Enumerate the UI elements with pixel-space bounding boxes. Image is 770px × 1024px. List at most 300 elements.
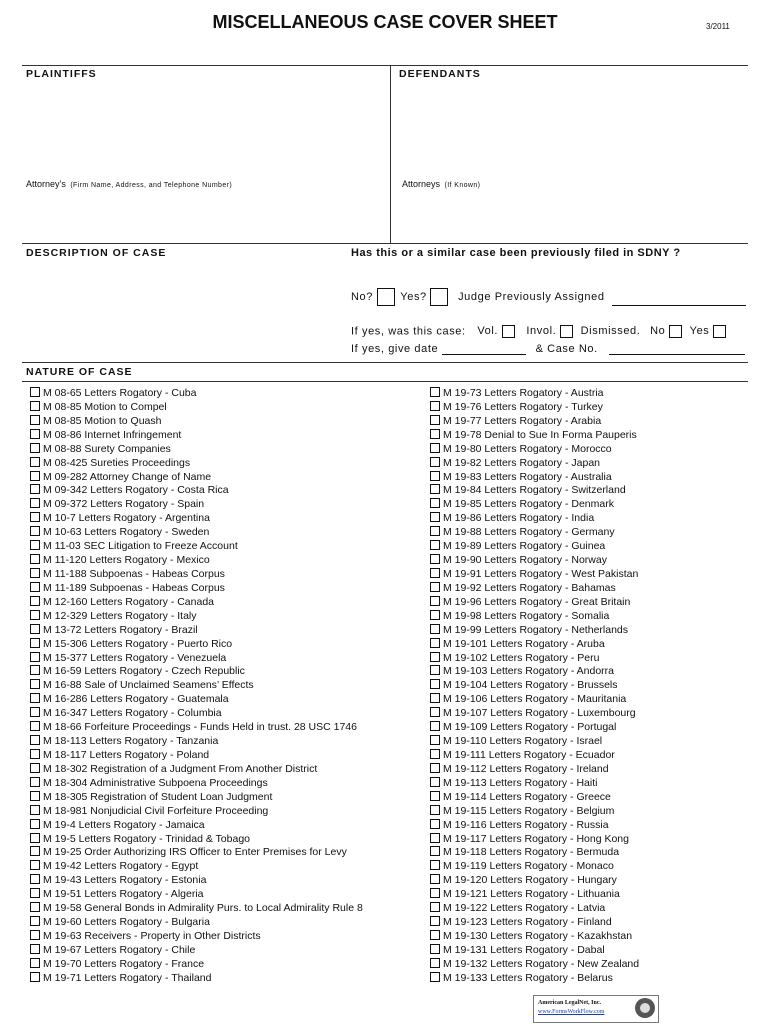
- case-type-checkbox[interactable]: [30, 930, 40, 940]
- judge-field[interactable]: [612, 291, 746, 306]
- case-type-checkbox[interactable]: [30, 484, 40, 494]
- defendants-field[interactable]: [394, 84, 746, 164]
- case-type-label: M 19-118 Letters Rogatory - Bermuda: [443, 846, 620, 859]
- case-type-item: [30, 693, 363, 707]
- case-type-checkbox[interactable]: [430, 638, 440, 648]
- case-type-label: M 12-329 Letters Rogatory - Italy: [43, 609, 197, 622]
- if-yes-case-label: If yes, was this case:: [351, 325, 466, 338]
- case-type-label: M 18-117 Letters Rogatory - Poland: [43, 748, 210, 761]
- case-type-label: M 08-86 Internet Infringement: [43, 428, 182, 441]
- vol-checkbox[interactable]: [502, 325, 515, 338]
- case-type-item: [430, 805, 639, 819]
- case-type-label: M 15-306 Letters Rogatory - Puerto Rico: [43, 637, 233, 650]
- dismissed-yes-checkbox[interactable]: [713, 325, 726, 338]
- case-type-item: [430, 763, 639, 777]
- defendant-attorney-field[interactable]: [394, 188, 746, 240]
- case-type-checkbox[interactable]: [430, 874, 440, 884]
- case-type-checkbox[interactable]: [430, 902, 440, 912]
- case-type-label: M 19-115 Letters Rogatory - Belgium: [443, 804, 615, 817]
- case-type-label: M 19-110 Letters Rogatory - Israel: [443, 735, 603, 748]
- case-type-label: M 19-122 Letters Rogatory - Latvia: [443, 902, 606, 915]
- case-type-checkbox[interactable]: [430, 693, 440, 703]
- case-type-checkbox[interactable]: [30, 777, 40, 787]
- case-type-label: M 08-65 Letters Rogatory - Cuba: [43, 387, 197, 399]
- case-type-label: M 19-58 General Bonds in Admirality Purs. to Local Admirality Rule 8: [43, 902, 363, 915]
- case-type-item: [30, 707, 363, 721]
- case-type-checkbox[interactable]: [30, 833, 40, 843]
- prior-case-date-row: [351, 342, 745, 355]
- case-type-item: [30, 902, 363, 916]
- case-type-item: [430, 484, 639, 498]
- case-type-item: [430, 930, 639, 944]
- case-type-item: [30, 610, 363, 624]
- case-type-label: M 11-188 Subpoenas - Habeas Corpus: [43, 567, 225, 580]
- case-type-label: M 18-981 Nonjudicial Civil Forfeiture Proceeding: [43, 804, 269, 817]
- case-type-checkbox[interactable]: [30, 443, 40, 453]
- case-type-item: [30, 652, 363, 666]
- case-type-item: [30, 387, 363, 401]
- case-type-item: [30, 972, 363, 986]
- nature-list-left: [30, 387, 363, 986]
- case-type-checkbox[interactable]: [430, 791, 440, 801]
- case-type-label: M 18-305 Registration of Student Loan Judgment: [43, 790, 273, 803]
- case-type-item: [30, 415, 363, 429]
- case-type-checkbox[interactable]: [430, 610, 440, 620]
- case-type-checkbox[interactable]: [30, 735, 40, 745]
- case-type-label: M 18-66 Forfeiture Proceedings - Funds Held in trust. 28 USC 1746: [43, 721, 357, 734]
- case-type-label: M 19-92 Letters Rogatory - Bahamas: [443, 581, 616, 594]
- case-type-item: [30, 916, 363, 930]
- case-type-label: M 19-113 Letters Rogatory - Haiti: [443, 776, 598, 789]
- case-type-label: M 10-63 Letters Rogatory - Sweden: [43, 526, 210, 539]
- case-type-checkbox[interactable]: [30, 415, 40, 425]
- case-type-checkbox[interactable]: [30, 568, 40, 578]
- case-type-label: M 19-111 Letters Rogatory - Ecuador: [443, 748, 615, 761]
- case-type-item: [30, 749, 363, 763]
- case-type-label: M 11-189 Subpoenas - Habeas Corpus: [43, 581, 225, 594]
- case-type-label: M 19-102 Letters Rogatory - Peru: [443, 651, 600, 664]
- case-type-checkbox[interactable]: [30, 665, 40, 675]
- case-type-label: M 19-60 Letters Rogatory - Bulgaria: [43, 916, 210, 929]
- case-type-item: [30, 638, 363, 652]
- case-type-checkbox[interactable]: [430, 429, 440, 439]
- case-type-item: [430, 610, 639, 624]
- divider-top: [22, 65, 748, 66]
- description-label: DESCRIPTION OF CASE: [26, 247, 167, 259]
- case-type-item: [30, 958, 363, 972]
- case-type-item: [430, 777, 639, 791]
- case-type-checkbox[interactable]: [430, 846, 440, 856]
- case-type-checkbox[interactable]: [430, 652, 440, 662]
- case-type-label: M 09-342 Letters Rogatory - Costa Rica: [43, 484, 229, 497]
- case-type-item: [430, 568, 639, 582]
- case-type-item: [30, 443, 363, 457]
- case-type-label: M 19-67 Letters Rogatory - Chile: [43, 943, 196, 956]
- case-type-checkbox[interactable]: [430, 916, 440, 926]
- case-type-label: M 19-119 Letters Rogatory - Monaco: [443, 860, 614, 873]
- case-type-item: [430, 819, 639, 833]
- plaintiffs-label: PLAINTIFFS: [26, 68, 97, 80]
- case-type-label: M 19-114 Letters Rogatory - Greece: [443, 790, 611, 803]
- case-type-label: M 16-286 Letters Rogatory - Guatemala: [43, 693, 229, 706]
- case-type-checkbox[interactable]: [430, 582, 440, 592]
- case-type-item: [430, 429, 639, 443]
- case-type-item: [430, 749, 639, 763]
- case-type-item: [30, 540, 363, 554]
- case-type-item: [430, 958, 639, 972]
- case-type-checkbox[interactable]: [30, 526, 40, 536]
- no-label: No?: [351, 290, 373, 303]
- case-type-checkbox[interactable]: [430, 972, 440, 982]
- case-type-label: M 19-77 Letters Rogatory - Arabia: [443, 414, 602, 427]
- case-type-item: [30, 498, 363, 512]
- case-type-item: [30, 624, 363, 638]
- case-type-checkbox[interactable]: [430, 833, 440, 843]
- case-type-label: M 19-70 Letters Rogatory - France: [43, 957, 205, 970]
- case-type-checkbox[interactable]: [430, 735, 440, 745]
- case-type-item: [430, 582, 639, 596]
- case-type-label: M 19-133 Letters Rogatory - Belarus: [443, 971, 613, 984]
- case-type-label: M 19-85 Letters Rogatory - Denmark: [443, 498, 614, 511]
- case-type-checkbox[interactable]: [430, 401, 440, 411]
- case-type-label: M 19-131 Letters Rogatory - Dabal: [443, 943, 605, 956]
- prior-date-field[interactable]: [442, 342, 526, 355]
- case-type-label: M 19-88 Letters Rogatory - Germany: [443, 526, 615, 539]
- case-type-checkbox[interactable]: [30, 721, 40, 731]
- case-type-item: [30, 777, 363, 791]
- yes-label: Yes?: [400, 290, 427, 303]
- case-type-item: [30, 484, 363, 498]
- case-type-checkbox[interactable]: [30, 972, 40, 982]
- case-type-item: [30, 874, 363, 888]
- case-type-item: [30, 791, 363, 805]
- case-type-label: M 19-107 Letters Rogatory - Luxembourg: [443, 707, 636, 720]
- case-type-label: M 18-304 Administrative Subpoena Proceedings: [43, 776, 268, 789]
- case-type-item: [430, 874, 639, 888]
- case-type-checkbox[interactable]: [30, 498, 40, 508]
- case-type-checkbox[interactable]: [30, 944, 40, 954]
- defendant-attorney-label: Attorneys: [402, 179, 441, 189]
- case-type-label: M 19-120 Letters Rogatory - Hungary: [443, 874, 617, 887]
- case-type-label: M 19-104 Letters Rogatory - Brussels: [443, 679, 618, 692]
- case-type-checkbox[interactable]: [430, 860, 440, 870]
- case-type-item: [30, 930, 363, 944]
- case-type-checkbox[interactable]: [430, 665, 440, 675]
- case-type-checkbox[interactable]: [30, 638, 40, 648]
- case-type-label: M 19-106 Letters Rogatory - Mauritania: [443, 693, 627, 706]
- case-type-checkbox[interactable]: [30, 554, 40, 564]
- case-type-checkbox[interactable]: [30, 902, 40, 912]
- case-type-checkbox[interactable]: [30, 791, 40, 801]
- defendant-attorney-hint: (If Known): [444, 182, 481, 189]
- case-type-item: [30, 888, 363, 902]
- case-type-item: [430, 638, 639, 652]
- case-type-label: M 18-113 Letters Rogatory - Tanzania: [43, 735, 219, 748]
- case-type-checkbox[interactable]: [430, 540, 440, 550]
- case-type-label: M 19-71 Letters Rogatory - Thailand: [43, 971, 212, 984]
- case-type-item: [430, 554, 639, 568]
- case-type-item: [30, 665, 363, 679]
- yes-checkbox[interactable]: [430, 288, 448, 306]
- prior-case-no-field[interactable]: [609, 342, 745, 355]
- case-type-label: M 19-112 Letters Rogatory - Ireland: [443, 762, 609, 775]
- case-type-checkbox[interactable]: [30, 805, 40, 815]
- case-type-label: M 11-03 SEC Litigation to Freeze Account: [43, 540, 238, 553]
- case-type-item: [30, 512, 363, 526]
- case-type-label: M 18-302 Registration of a Judgment From Another District: [43, 762, 318, 775]
- case-type-checkbox[interactable]: [430, 457, 440, 467]
- case-type-label: M 19-80 Letters Rogatory - Morocco: [443, 442, 612, 455]
- case-type-checkbox[interactable]: [30, 916, 40, 926]
- case-type-label: M 08-88 Surety Companies: [43, 442, 171, 455]
- case-type-checkbox[interactable]: [430, 484, 440, 494]
- case-type-label: M 13-72 Letters Rogatory - Brazil: [43, 623, 198, 636]
- no-checkbox[interactable]: [377, 288, 395, 306]
- case-type-item: [30, 805, 363, 819]
- case-type-label: M 19-89 Letters Rogatory - Guinea: [443, 540, 606, 553]
- case-type-label: M 19-51 Letters Rogatory - Algeria: [43, 888, 204, 901]
- case-type-label: M 19-123 Letters Rogatory - Finland: [443, 916, 612, 929]
- case-type-item: [30, 721, 363, 735]
- case-type-item: [30, 763, 363, 777]
- case-type-label: M 16-347 Letters Rogatory - Columbia: [43, 707, 222, 720]
- case-type-checkbox[interactable]: [30, 860, 40, 870]
- case-type-item: [430, 512, 639, 526]
- plaintiff-attorney-label: Attorney’s: [26, 179, 66, 189]
- case-type-checkbox[interactable]: [30, 610, 40, 620]
- case-type-checkbox[interactable]: [30, 624, 40, 634]
- case-type-checkbox[interactable]: [430, 930, 440, 940]
- judge-label: Judge Previously Assigned: [458, 290, 605, 303]
- case-type-label: M 10-7 Letters Rogatory - Argentina: [43, 512, 210, 525]
- case-type-item: [30, 819, 363, 833]
- case-type-item: [430, 693, 639, 707]
- revision-date: 3/2011: [706, 22, 730, 31]
- case-type-checkbox[interactable]: [30, 512, 40, 522]
- case-type-checkbox[interactable]: [30, 652, 40, 662]
- case-type-checkbox[interactable]: [430, 568, 440, 578]
- case-type-checkbox[interactable]: [30, 596, 40, 606]
- case-type-label: M 19-101 Letters Rogatory - Aruba: [443, 637, 605, 650]
- case-type-checkbox[interactable]: [430, 554, 440, 564]
- case-type-checkbox[interactable]: [30, 471, 40, 481]
- case-type-label: M 19-73 Letters Rogatory - Austria: [443, 387, 604, 399]
- case-type-label: M 19-98 Letters Rogatory - Somalia: [443, 609, 610, 622]
- case-type-checkbox[interactable]: [430, 777, 440, 787]
- case-type-item: [30, 860, 363, 874]
- description-field[interactable]: [24, 264, 342, 360]
- case-no-label: & Case No.: [535, 343, 598, 355]
- case-type-label: M 19-96 Letters Rogatory - Great Britain: [443, 595, 631, 608]
- case-type-label: M 19-83 Letters Rogatory - Australia: [443, 470, 612, 483]
- case-type-item: [30, 429, 363, 443]
- case-type-item: [430, 902, 639, 916]
- case-type-item: [30, 582, 363, 596]
- case-type-checkbox[interactable]: [30, 819, 40, 829]
- case-type-item: [30, 401, 363, 415]
- case-type-item: [430, 679, 639, 693]
- dismissed-no-label: No: [650, 325, 666, 338]
- case-type-label: M 16-88 Sale of Unclaimed Seamens’ Effects: [43, 679, 254, 692]
- invol-label: Invol.: [526, 325, 557, 338]
- case-type-item: [430, 735, 639, 749]
- case-type-item: [430, 540, 639, 554]
- case-type-item: [430, 916, 639, 930]
- case-type-item: [430, 652, 639, 666]
- case-type-checkbox[interactable]: [30, 387, 40, 397]
- case-type-item: [30, 833, 363, 847]
- divider-nature-bottom: [22, 381, 748, 382]
- case-type-checkbox[interactable]: [430, 805, 440, 815]
- dismissed-no-checkbox[interactable]: [669, 325, 682, 338]
- case-type-checkbox[interactable]: [30, 401, 40, 411]
- case-type-item: [430, 888, 639, 902]
- dismissed-label: Dismissed.: [580, 325, 641, 338]
- case-status-row: [351, 325, 726, 338]
- divider-parties: [390, 65, 391, 243]
- case-type-item: [430, 596, 639, 610]
- case-type-item: [30, 596, 363, 610]
- case-type-checkbox[interactable]: [430, 596, 440, 606]
- case-type-item: [430, 944, 639, 958]
- case-type-checkbox[interactable]: [30, 429, 40, 439]
- page-title: MISCELLANEOUS CASE COVER SHEET: [212, 12, 558, 32]
- case-type-checkbox[interactable]: [430, 526, 440, 536]
- case-type-label: M 19-90 Letters Rogatory - Norway: [443, 554, 607, 567]
- case-type-checkbox[interactable]: [430, 471, 440, 481]
- case-type-checkbox[interactable]: [430, 387, 440, 397]
- case-type-checkbox[interactable]: [430, 624, 440, 634]
- case-type-checkbox[interactable]: [430, 763, 440, 773]
- case-type-item: [430, 665, 639, 679]
- case-type-label: M 08-425 Sureties Proceedings: [43, 456, 191, 469]
- case-type-item: [30, 526, 363, 540]
- case-type-checkbox[interactable]: [430, 707, 440, 717]
- case-type-label: M 19-63 Receivers - Property in Other Districts: [43, 929, 261, 942]
- case-type-checkbox[interactable]: [30, 582, 40, 592]
- defendants-label: DEFENDANTS: [399, 68, 481, 80]
- case-type-checkbox[interactable]: [430, 888, 440, 898]
- invol-checkbox[interactable]: [560, 325, 573, 338]
- plaintiffs-field[interactable]: [24, 84, 386, 164]
- publisher-link[interactable]: www.FormsWorkFlow.com: [538, 1009, 605, 1015]
- case-type-item: [430, 721, 639, 735]
- case-type-checkbox[interactable]: [30, 679, 40, 689]
- case-type-label: M 19-42 Letters Rogatory - Egypt: [43, 860, 199, 873]
- plaintiff-attorney-field[interactable]: [24, 188, 386, 240]
- prior-case-question: Has this or a similar case been previously filed in SDNY ?: [351, 247, 681, 259]
- case-type-label: M 16-59 Letters Rogatory - Czech Republic: [43, 665, 245, 678]
- case-type-checkbox[interactable]: [30, 846, 40, 856]
- case-type-label: M 19-4 Letters Rogatory - Jamaica: [43, 818, 205, 831]
- case-type-checkbox[interactable]: [430, 958, 440, 968]
- case-type-checkbox[interactable]: [430, 415, 440, 425]
- case-type-item: [30, 944, 363, 958]
- case-type-label: M 19-117 Letters Rogatory - Hong Kong: [443, 832, 629, 845]
- case-type-checkbox[interactable]: [30, 457, 40, 467]
- case-type-label: M 15-377 Letters Rogatory - Venezuela: [43, 651, 227, 664]
- globe-logo-icon: [635, 998, 655, 1018]
- case-type-checkbox[interactable]: [430, 819, 440, 829]
- case-type-item: [430, 624, 639, 638]
- vol-label: Vol.: [477, 325, 499, 338]
- case-type-item: [430, 387, 639, 401]
- case-type-checkbox[interactable]: [30, 693, 40, 703]
- case-type-label: M 09-282 Attorney Change of Name: [43, 470, 212, 483]
- case-type-label: M 19-76 Letters Rogatory - Turkey: [443, 400, 603, 413]
- case-type-label: M 19-86 Letters Rogatory - India: [443, 512, 595, 525]
- case-type-item: [430, 972, 639, 986]
- publisher-badge: [533, 995, 659, 1023]
- case-type-item: [30, 679, 363, 693]
- case-type-item: [430, 707, 639, 721]
- case-type-label: M 19-25 Order Authorizing IRS Officer to Enter Premises for Levy: [43, 846, 347, 859]
- case-type-label: M 19-130 Letters Rogatory - Kazakhstan: [443, 929, 633, 942]
- case-type-item: [430, 457, 639, 471]
- case-type-checkbox[interactable]: [430, 443, 440, 453]
- case-type-label: M 19-43 Letters Rogatory - Estonia: [43, 874, 207, 887]
- publisher-name: American LegalNet, Inc.: [538, 1000, 601, 1006]
- nature-label: NATURE OF CASE: [26, 366, 133, 378]
- case-type-checkbox[interactable]: [430, 512, 440, 522]
- case-type-label: M 19-91 Letters Rogatory - West Pakistan: [443, 567, 639, 580]
- divider-description: [22, 243, 748, 244]
- case-type-label: M 11-120 Letters Rogatory - Mexico: [43, 554, 210, 567]
- if-yes-date-label: If yes, give date: [351, 343, 439, 355]
- case-type-item: [430, 791, 639, 805]
- case-type-label: M 08-85 Motion to Compel: [43, 400, 167, 413]
- nature-list-right: [430, 387, 639, 986]
- case-type-item: [30, 568, 363, 582]
- case-type-label: M 19-132 Letters Rogatory - New Zealand: [443, 957, 640, 970]
- case-type-label: M 19-109 Letters Rogatory - Portugal: [443, 721, 617, 734]
- case-type-checkbox[interactable]: [430, 679, 440, 689]
- case-type-checkbox[interactable]: [30, 707, 40, 717]
- plaintiff-attorney-hint: (Firm Name, Address, and Telephone Number): [70, 182, 233, 189]
- case-type-item: [430, 833, 639, 847]
- case-type-label: M 19-103 Letters Rogatory - Andorra: [443, 665, 615, 678]
- case-type-checkbox[interactable]: [430, 721, 440, 731]
- case-type-label: M 19-78 Denial to Sue In Forma Pauperis: [443, 428, 637, 441]
- case-type-item: [30, 471, 363, 485]
- case-type-label: M 09-372 Letters Rogatory - Spain: [43, 498, 205, 511]
- case-type-item: [30, 554, 363, 568]
- case-type-checkbox[interactable]: [30, 540, 40, 550]
- case-type-item: [30, 457, 363, 471]
- case-type-item: [30, 735, 363, 749]
- case-type-label: M 19-82 Letters Rogatory - Japan: [443, 456, 600, 469]
- case-type-item: [430, 471, 639, 485]
- case-type-checkbox[interactable]: [430, 749, 440, 759]
- case-type-item: [430, 415, 639, 429]
- case-type-item: [30, 846, 363, 860]
- case-type-label: M 19-99 Letters Rogatory - Netherlands: [443, 623, 629, 636]
- case-type-label: M 19-121 Letters Rogatory - Lithuania: [443, 888, 620, 901]
- case-type-checkbox[interactable]: [30, 874, 40, 884]
- case-type-checkbox[interactable]: [430, 944, 440, 954]
- prior-case-answer-row: [351, 288, 746, 306]
- case-type-item: [430, 526, 639, 540]
- case-type-checkbox[interactable]: [30, 888, 40, 898]
- case-type-item: [430, 443, 639, 457]
- case-type-checkbox[interactable]: [30, 763, 40, 773]
- case-type-checkbox[interactable]: [30, 749, 40, 759]
- case-type-item: [430, 846, 639, 860]
- case-type-label: M 12-160 Letters Rogatory - Canada: [43, 595, 215, 608]
- case-type-checkbox[interactable]: [430, 498, 440, 508]
- case-type-checkbox[interactable]: [30, 958, 40, 968]
- case-type-label: M 08-85 Motion to Quash: [43, 414, 162, 427]
